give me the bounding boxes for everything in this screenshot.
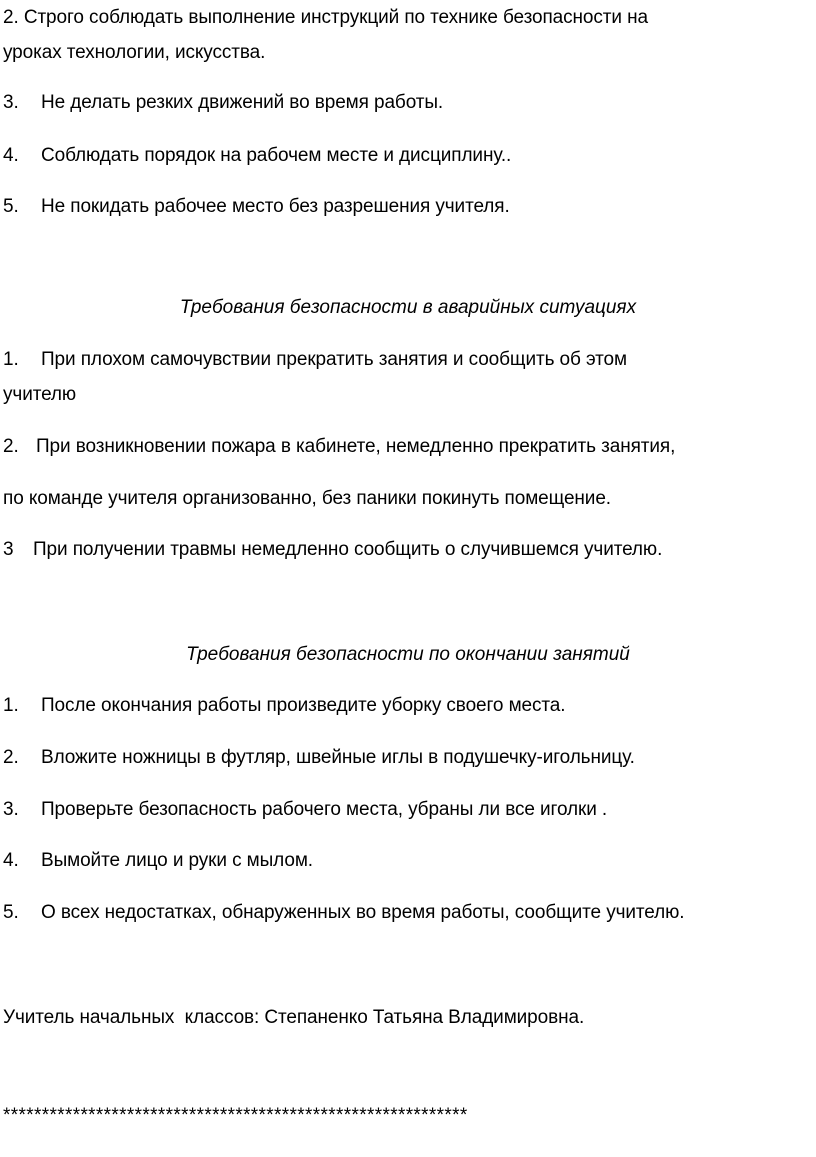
- rule-text: Соблюдать порядок на рабочем месте и дисциплину..: [41, 145, 512, 166]
- emergency-rule-2-continuation: по команде учителя организованно, без паники покинуть помещение.: [3, 488, 611, 509]
- asterisk-separator: ************************************************************: [3, 1105, 468, 1126]
- after-rule-4: [3, 849, 313, 873]
- emergency-rule-3: [3, 538, 662, 562]
- rule-2-line-2: уроках технологии, искусства.: [3, 42, 266, 63]
- rule-text: При возникновении пожара в кабинете, немедленно прекратить занятия,: [36, 436, 676, 457]
- rule-number: 5.: [3, 902, 19, 923]
- emergency-heading: Требования безопасности в аварийных ситуациях: [179, 297, 637, 318]
- rule-number: 3.: [3, 799, 19, 820]
- rule-number: 4.: [3, 145, 19, 166]
- rule-2-line-1: 2. Строго соблюдать выполнение инструкций по технике безопасности на: [3, 7, 648, 28]
- emergency-rule-1: [3, 348, 627, 372]
- rule-text: Вымойте лицо и руки с мылом.: [41, 850, 313, 871]
- emergency-rule-2: [3, 435, 675, 459]
- rule-number: 4.: [3, 850, 19, 871]
- rule-number: 2.: [3, 436, 19, 457]
- emergency-rule-1-continuation: учителю: [3, 384, 77, 405]
- rule-3: [3, 91, 443, 115]
- rule-text: Проверьте безопасность рабочего места, убраны ли все иголки .: [41, 799, 608, 820]
- rule-text: При плохом самочувствии прекратить занятия и сообщить об этом: [41, 349, 627, 370]
- rule-text: Вложите ножницы в футляр, швейные иглы в подушечку-игольницу.: [41, 747, 635, 768]
- after-rule-5: [3, 901, 684, 925]
- teacher-signature-line: Учитель начальных классов: Степаненко Татьяна Владимировна.: [3, 1007, 585, 1028]
- rule-text: Не делать резких движений во время работы.: [41, 92, 444, 113]
- rule-text: Не покидать рабочее место без разрешения учителя.: [41, 196, 510, 217]
- rule-number: 1.: [3, 349, 19, 370]
- rule-text: О всех недостатках, обнаруженных во время работы, сообщите учителю.: [41, 902, 685, 923]
- rule-number: 3: [3, 539, 14, 560]
- rule-text: После окончания работы произведите уборку своего места.: [41, 695, 566, 716]
- rule-number: 5.: [3, 196, 19, 217]
- after-class-heading: Требования безопасности по окончании занятий: [186, 644, 630, 665]
- after-rule-3: [3, 798, 607, 822]
- rule-number: 3.: [3, 92, 19, 113]
- after-rule-2: [3, 746, 635, 770]
- after-rule-1: [3, 694, 565, 718]
- rule-text: При получении травмы немедленно сообщить о случившемся учителю.: [33, 539, 663, 560]
- rule-5: [3, 195, 510, 219]
- rule-number: 2.: [3, 747, 19, 768]
- rule-number: 1.: [3, 695, 19, 716]
- rule-4: [3, 144, 511, 168]
